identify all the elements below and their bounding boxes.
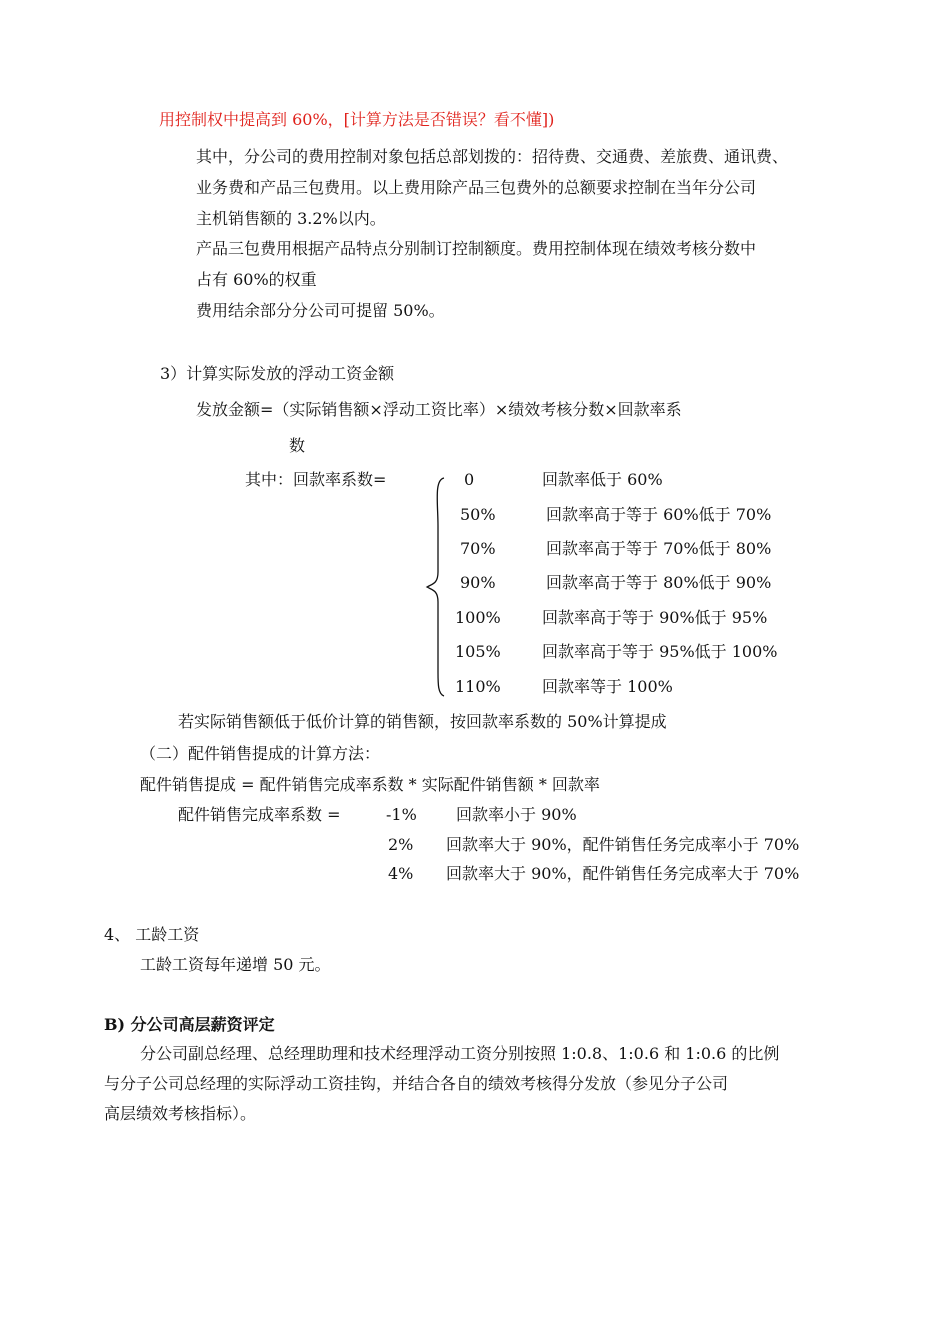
parts-coef-value: -1% <box>386 805 417 824</box>
collection-rate-coef-label: 其中：回款率系数= <box>245 470 387 489</box>
seniority-heading: 4、 工龄工资 <box>104 925 200 944</box>
low-sales-footnote: 若实际销售额低于低价计算的销售额，按回款率系数的 50%计算提成 <box>178 712 667 731</box>
cost-control-line-4: 产品三包费用根据产品特点分别制订控制额度。费用控制体现在绩效考核分数中 <box>196 239 757 258</box>
cost-control-line-6: 费用结余部分分公司可提留 50%。 <box>196 301 445 320</box>
coef-description: 回款率等于 100% <box>542 677 673 696</box>
coef-description: 回款率高于等于 95%低于 100% <box>542 642 778 661</box>
coef-value: 50% <box>460 505 496 524</box>
coef-value: 110% <box>455 677 501 696</box>
payout-formula-line-2: 数 <box>289 436 306 455</box>
parts-coef-description: 回款率小于 90% <box>456 805 577 824</box>
reviewer-comment: 用控制权中提高到 60%，[计算方法是否错误？看不懂]) <box>159 110 555 129</box>
cost-control-line-5: 占有 60%的权重 <box>196 270 317 289</box>
coef-value: 90% <box>460 573 496 592</box>
section-b-heading: B) 分公司高层薪资评定 <box>104 1015 275 1034</box>
cost-control-line-2: 业务费和产品三包费用。以上费用除产品三包费外的总额要求控制在当年分公司 <box>196 178 757 197</box>
parts-coef-value: 4% <box>388 864 414 883</box>
left-brace-icon <box>424 476 448 698</box>
parts-coef-description: 回款率大于 90%，配件销售任务完成率大于 70% <box>446 864 800 883</box>
cost-control-line-1: 其中，分公司的费用控制对象包括总部划拨的：招待费、交通费、差旅费、通讯费、 <box>196 147 789 166</box>
coef-value: 70% <box>460 539 496 558</box>
parts-commission-heading: （二）配件销售提成的计算方法： <box>140 744 381 763</box>
parts-commission-formula: 配件销售提成 = 配件销售完成率系数 * 实际配件销售额 * 回款率 <box>140 775 600 794</box>
parts-completion-coef-label: 配件销售完成率系数 = <box>178 805 341 824</box>
payout-formula-line-1: 发放金额=（实际销售额×浮动工资比率）×绩效考核分数×回款率系 <box>196 400 682 419</box>
coef-value: 0 <box>464 470 475 489</box>
section-b-line-2: 与分子公司总经理的实际浮动工资挂钩，并结合各自的绩效考核得分发放（参见分子公司 <box>104 1074 729 1093</box>
section-3-heading: 3）计算实际发放的浮动工资金额 <box>160 364 395 383</box>
cost-control-line-3: 主机销售额的 3.2%以内。 <box>196 209 386 228</box>
parts-coef-value: 2% <box>388 835 414 854</box>
parts-coef-description: 回款率大于 90%，配件销售任务完成率小于 70% <box>446 835 800 854</box>
coef-description: 回款率高于等于 90%低于 95% <box>542 608 768 627</box>
coef-value: 105% <box>455 642 501 661</box>
section-b-line-3: 高层绩效考核指标）。 <box>104 1104 257 1123</box>
coef-description: 回款率高于等于 80%低于 90% <box>546 573 772 592</box>
coef-value: 100% <box>455 608 501 627</box>
section-b-line-1: 分公司副总经理、总经理助理和技术经理浮动工资分别按照 1:0.8、1:0.6 和 1:0.6 的比例 <box>140 1044 780 1063</box>
seniority-text: 工龄工资每年递增 50 元。 <box>140 955 331 974</box>
coef-description: 回款率高于等于 70%低于 80% <box>546 539 772 558</box>
coef-description: 回款率低于 60% <box>542 470 663 489</box>
coef-description: 回款率高于等于 60%低于 70% <box>546 505 772 524</box>
